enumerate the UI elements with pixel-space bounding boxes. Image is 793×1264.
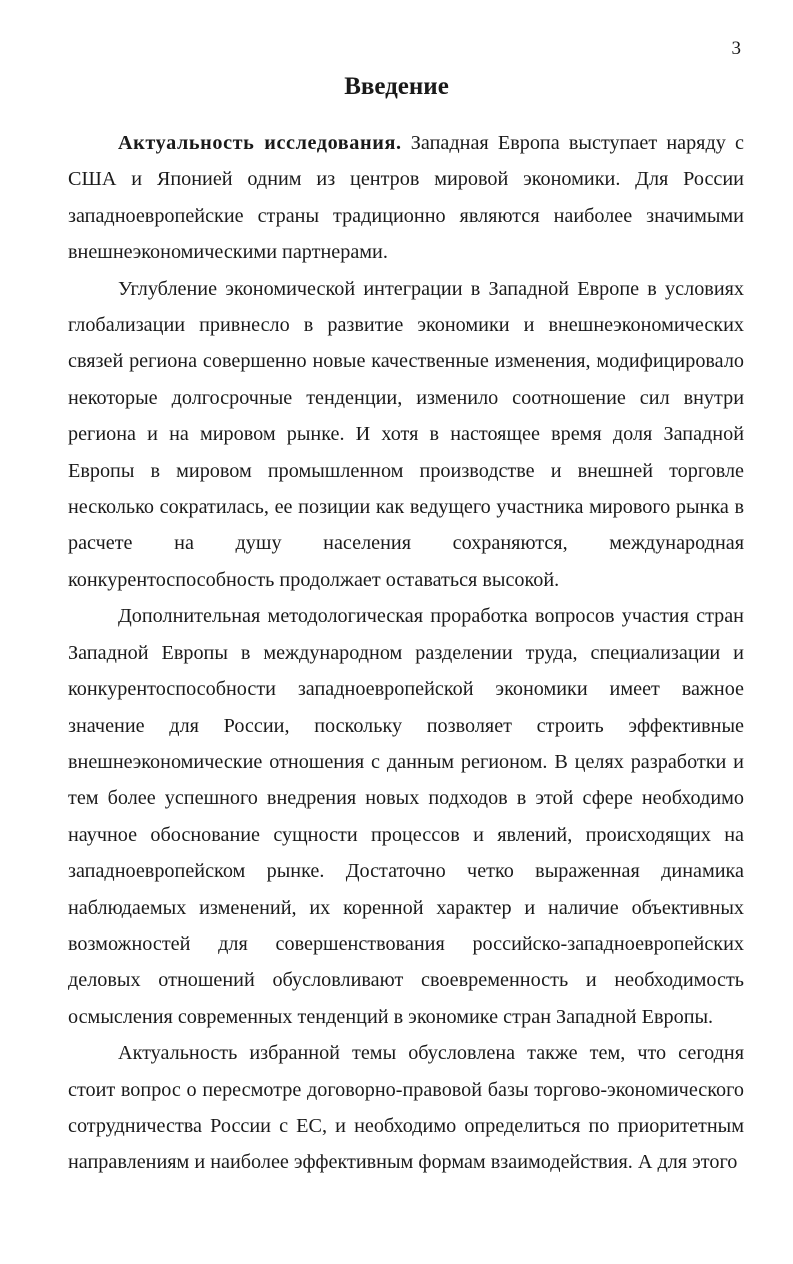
document-body — [68, 125, 744, 1181]
page-title: Введение — [344, 73, 449, 100]
paragraph-topic-relevance: Актуальность избранной темы обусловлена также тем, что сегодня стоит вопрос о пересмотре договорно-правовой базы торгово-экономического сотрудничества России с ЕС, и необходимо определиться по приоритетным направлениям и наиболее эффективным формам взаимодействия. А для этого — [68, 1042, 744, 1174]
page-number: 3 — [731, 38, 741, 59]
paragraph-text: Западная Европа выступает наряду с США и Японией одним из центров мировой экономики. Для России западноевропейские страны традиционно являются наиболее значимыми внешнеэкономическими партнерами. — [68, 132, 744, 264]
paragraph-lead-heading: Актуальность исследования. — [118, 132, 402, 154]
paragraph-relevance — [68, 125, 744, 271]
paragraph-integration: Углубление экономической интеграции в Западной Европе в условиях глобализации привнесло в развитие экономики и внешнеэкономических связей региона совершенно новые качественные изменения, модифицировало некоторые долгосрочные тенденции, изменило соотношение сил внутри региона и на мировом рынке. И хотя в настоящее время доля Западной Европы в мировом промышленном производстве и внешней торговле несколько сократилась, ее позиции как ведущего участника мирового рынка в расчете на душу населения сохраняются, международная конкурентоспособность продолжает оставаться высокой. — [68, 277, 744, 591]
paragraph-methodology: Дополнительная методологическая проработка вопросов участия стран Западной Европы в международном разделении труда, специализации и конкурентоспособности западноевропейской экономики имеет важное значение для России, поскольку позволяет строить эффективные внешнеэкономические отношения с данным регионом. В целях разработки и тем более успешного внедрения новых подходов в этой сфере необходимо научное обоснование сущности процессов и явлений, происходящих на западноевропейском рынке. Достаточно четко выраженная динамика наблюдаемых изменений, их коренной характер и наличие объективных возможностей для совершенствования российско-западноевропейских деловых отношений обусловливают своевременность и необходимость осмысления современных тенденций в экономике стран Западной Европы. — [68, 605, 744, 1028]
